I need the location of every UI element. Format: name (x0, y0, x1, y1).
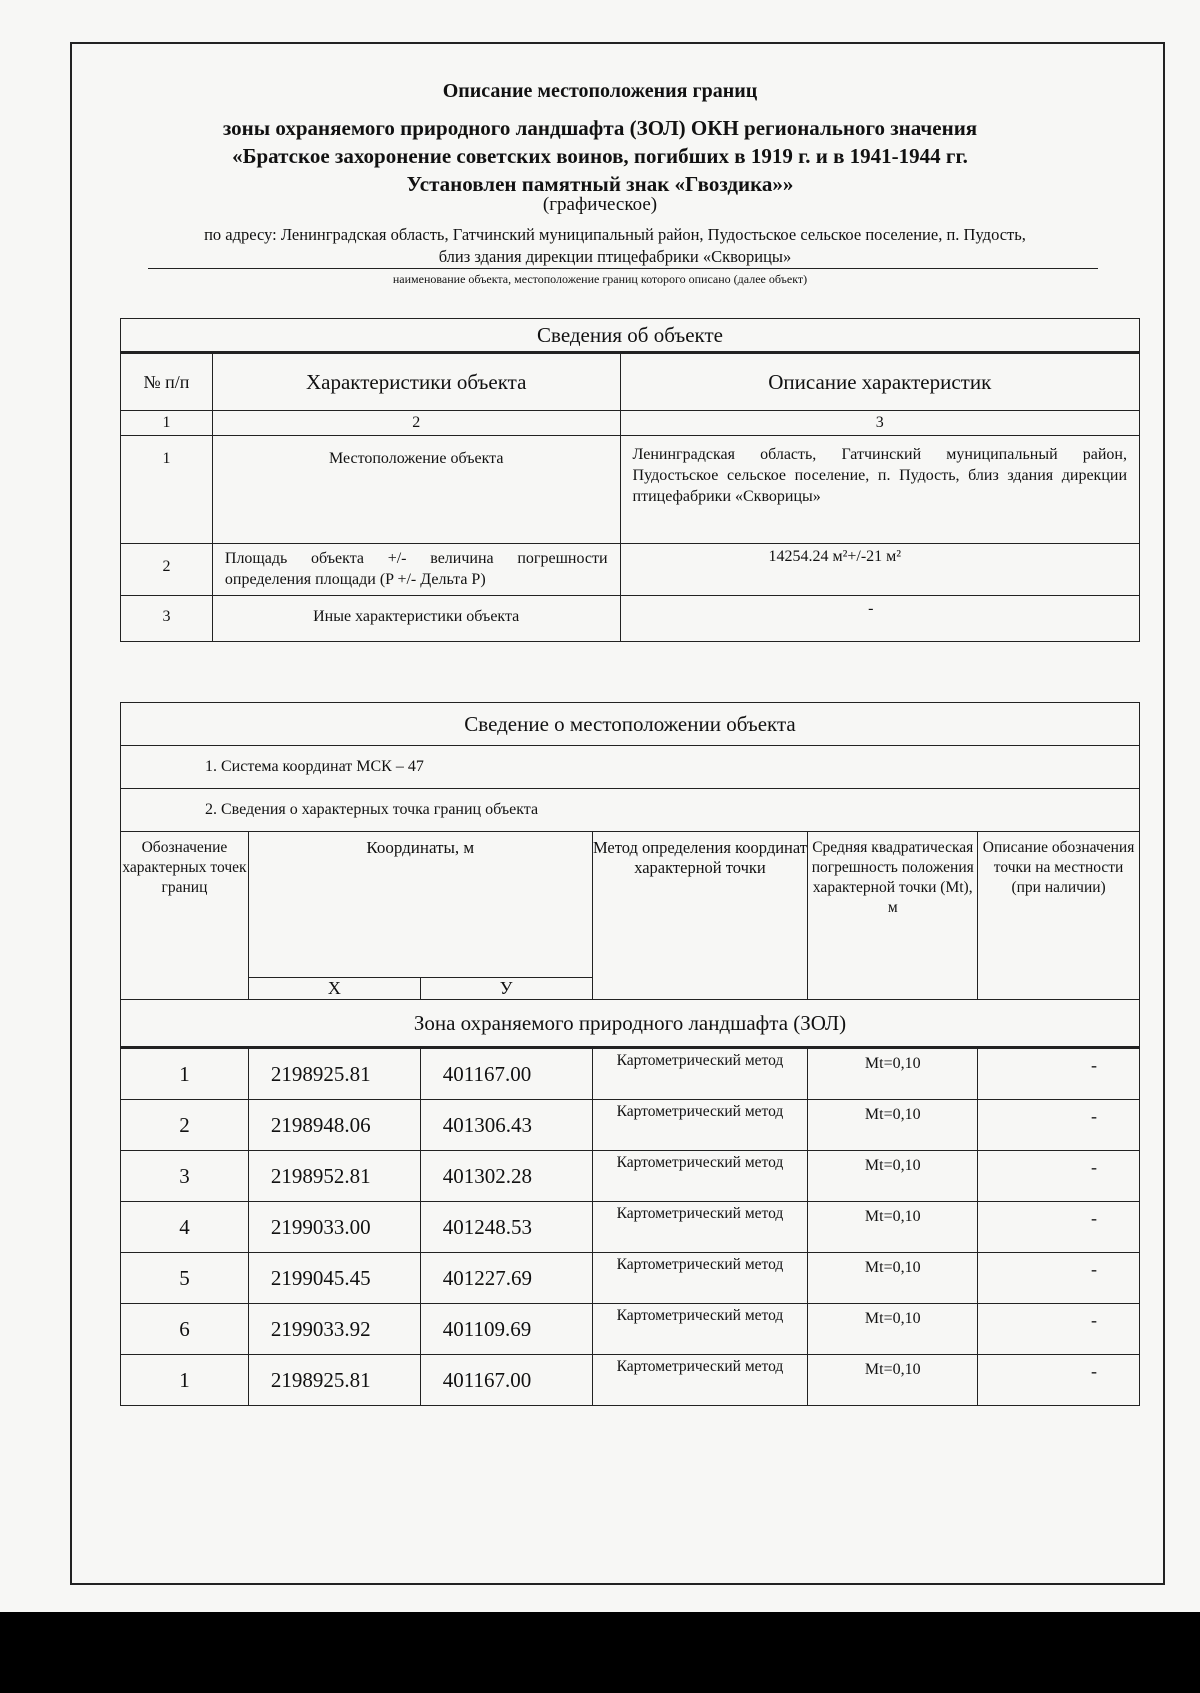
point-desc: - (978, 1355, 1140, 1406)
table-row (121, 436, 1140, 544)
point-error: Mt=0,10 (808, 1304, 978, 1355)
point-desc: - (978, 1100, 1140, 1151)
zone-heading: Зона охраняемого природного ландшафта (ЗОЛ) (121, 1000, 1140, 1048)
point-method: Картометрический метод (592, 1304, 808, 1355)
doc-subtitle (0, 114, 1200, 198)
col-point-header: Обозначение характерных точек границ (121, 832, 249, 1000)
object-info-heading: Сведения об объекте (121, 319, 1140, 353)
col-desc-header: Описание обозначения точки на местности (при наличии) (978, 832, 1140, 1000)
point-x: 2198948.06 (248, 1100, 420, 1151)
row-characteristic: Площадь объекта +/- величина погрешности определения площади (P +/- Дельта P) (212, 544, 620, 596)
point-method: Картометрический метод (592, 1253, 808, 1304)
address-line: близ здания дирекции птицефабрики «Скворицы» (438, 247, 792, 266)
col-coords-header: Координаты, м (248, 832, 592, 978)
point-method: Картометрический метод (592, 1202, 808, 1253)
point-method: Картометрический метод (592, 1355, 808, 1406)
subtitle-line: «Братское захоронение советских воинов, погибших в 1919 г. и в 1941-1944 гг. (232, 144, 968, 168)
table-row (121, 596, 1140, 642)
point-y: 401302.28 (420, 1151, 592, 1202)
coord-system: 1. Система координат МСК – 47 (121, 746, 1140, 789)
point-y: 401248.53 (420, 1202, 592, 1253)
table-row (121, 544, 1140, 596)
doc-address (105, 224, 1125, 268)
point-method: Картометрический метод (592, 1151, 808, 1202)
point-error: Mt=0,10 (808, 1048, 978, 1100)
point-number: 1 (121, 1355, 249, 1406)
point-y: 401167.00 (420, 1048, 592, 1100)
col-description-header: Описание характеристик (620, 353, 1139, 411)
doc-kind: (графическое) (542, 194, 658, 215)
col-index: 3 (620, 411, 1139, 436)
point-desc: - (978, 1304, 1140, 1355)
point-desc: - (978, 1048, 1140, 1100)
subtitle-line: Установлен памятный знак «Гвоздика»» (406, 172, 794, 196)
point-number: 1 (121, 1048, 249, 1100)
address-caption: наименование объекта, местоположение границ которого описано (далее объект) (392, 272, 808, 286)
row-characteristic: Иные характеристики объекта (212, 596, 620, 642)
point-x: 2198925.81 (248, 1048, 420, 1100)
point-x: 2198952.81 (248, 1151, 420, 1202)
row-number: 1 (121, 436, 213, 544)
point-error: Mt=0,10 (808, 1151, 978, 1202)
point-x: 2199045.45 (248, 1253, 420, 1304)
table-row (121, 1151, 1140, 1202)
col-index: 1 (121, 411, 213, 436)
row-number: 2 (121, 544, 213, 596)
col-error-header: Средняя квадратическая погрешность положения характерной точки (Mt), м (808, 832, 978, 1000)
col-characteristic-header: Характеристики объекта (212, 353, 620, 411)
point-x: 2199033.92 (248, 1304, 420, 1355)
row-characteristic: Местоположение объекта (212, 436, 620, 544)
point-y: 401167.00 (420, 1355, 592, 1406)
row-number: 3 (121, 596, 213, 642)
table-row (121, 1253, 1140, 1304)
col-number-header: № п/п (121, 353, 213, 411)
point-number: 3 (121, 1151, 249, 1202)
row-description: 14254.24 м²+/-21 м² (620, 544, 1139, 596)
address-underline (148, 268, 1098, 269)
col-x-header: Х (248, 978, 420, 1000)
point-number: 6 (121, 1304, 249, 1355)
location-heading: Сведение о местоположении объекта (121, 703, 1140, 746)
point-x: 2199033.00 (248, 1202, 420, 1253)
col-index: 2 (212, 411, 620, 436)
doc-title: Описание местоположения границ (442, 80, 758, 102)
point-y: 401306.43 (420, 1100, 592, 1151)
object-info-table (120, 318, 1140, 642)
point-desc: - (978, 1202, 1140, 1253)
point-desc: - (978, 1253, 1140, 1304)
row-description: Ленинградская область, Гатчинский муниципальный район, Пудостьское сельское поселение, п. Пудость, близ здания дирекции птицефабрики «Скворицы» (620, 436, 1139, 544)
point-y: 401109.69 (420, 1304, 592, 1355)
location-table (120, 702, 1140, 1406)
row-description: - (620, 596, 1139, 642)
point-error: Mt=0,10 (808, 1202, 978, 1253)
table-row (121, 1355, 1140, 1406)
point-method: Картометрический метод (592, 1048, 808, 1100)
points-heading: 2. Сведения о характерных точка границ объекта (121, 789, 1140, 832)
point-number: 4 (121, 1202, 249, 1253)
point-y: 401227.69 (420, 1253, 592, 1304)
point-number: 5 (121, 1253, 249, 1304)
point-desc: - (978, 1151, 1140, 1202)
point-error: Mt=0,10 (808, 1253, 978, 1304)
table-row (121, 1202, 1140, 1253)
point-x: 2198925.81 (248, 1355, 420, 1406)
point-error: Mt=0,10 (808, 1100, 978, 1151)
table-row (121, 1100, 1140, 1151)
point-error: Mt=0,10 (808, 1355, 978, 1406)
col-method-header: Метод определения координат характерной точки (592, 832, 808, 1000)
subtitle-line: зоны охраняемого природного ландшафта (ЗОЛ) ОКН регионального значения (222, 116, 978, 140)
table-row (121, 1304, 1140, 1355)
table-row (121, 1048, 1140, 1100)
point-method: Картометрический метод (592, 1100, 808, 1151)
address-line: по адресу: Ленинградская область, Гатчинский муниципальный район, Пудостьское сельское поселение, п. Пудость, (204, 225, 1026, 244)
col-y-header: У (420, 978, 592, 1000)
point-number: 2 (121, 1100, 249, 1151)
